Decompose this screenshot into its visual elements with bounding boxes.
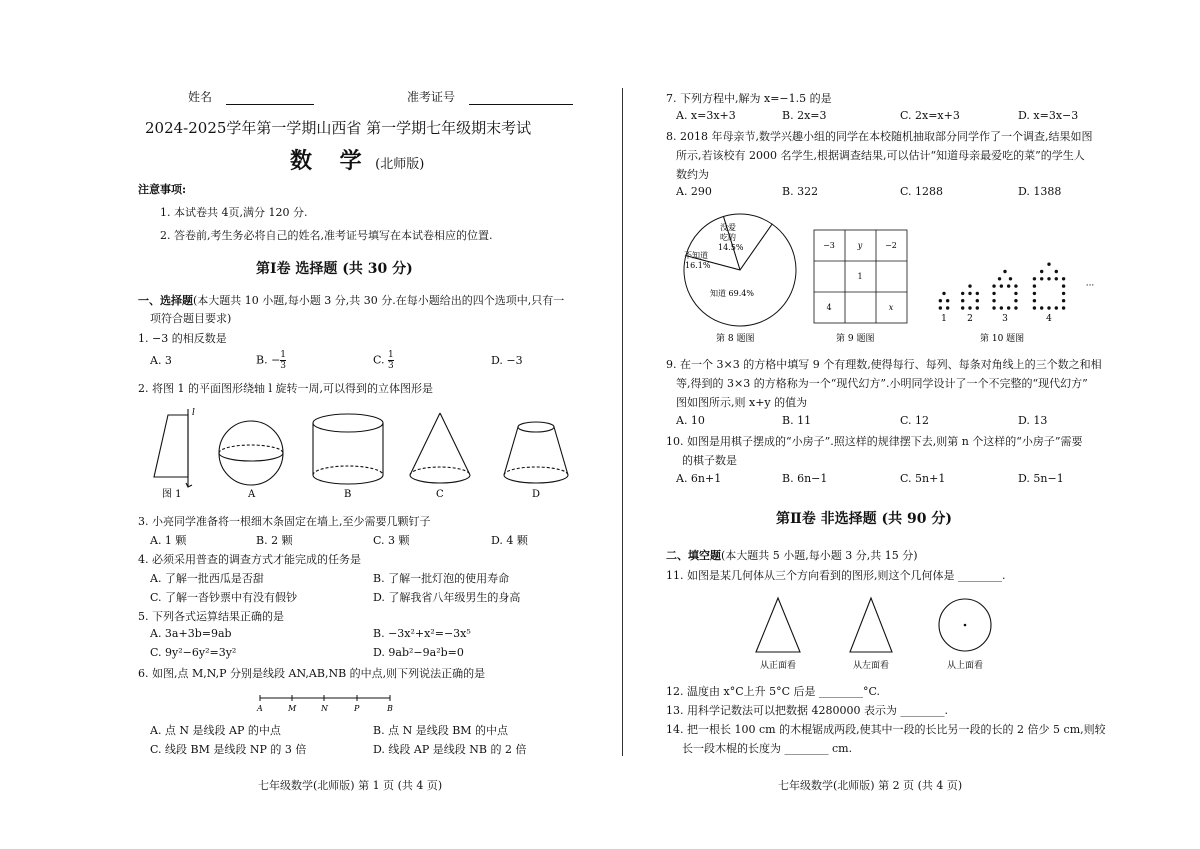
house-dots	[939, 263, 1066, 310]
house-4-dot	[1047, 306, 1050, 309]
fig8-label: 第 8 题图	[716, 334, 755, 344]
fig1-trapezoid	[154, 415, 188, 477]
frustum-base-hidden	[504, 467, 568, 475]
q1-option-c	[373, 350, 394, 371]
house-ellipsis: ···	[1085, 281, 1095, 291]
front-view-triangle	[756, 598, 800, 652]
q9-stem-3: 图如图所示,则 x+y 的值为	[676, 396, 808, 409]
q4-stem: 4. 必须采用普查的调查方式才能完成的任务是	[138, 553, 361, 566]
q8-stem-3: 数约为	[676, 168, 709, 181]
edition-label: (北师版)	[375, 157, 425, 172]
cone-base	[410, 475, 470, 483]
q11-stem: 11. 如图是某几何体从三个方向看到的图形,则这个几何体是 ________.	[666, 569, 1006, 582]
house-1-dot	[942, 292, 945, 295]
fig-c-label: C	[436, 489, 444, 500]
q4-option-c: C. 了解一沓钞票中有没有假钞	[150, 591, 298, 604]
q6-stem: 6. 如图,点 M,N,P 分别是线段 AN,AB,NB 的中点,则下列说法正确的是	[138, 667, 486, 680]
q7-option-a: A. x=3x+3	[676, 109, 736, 122]
house-2-dot	[968, 284, 971, 287]
house-label-1: 1	[941, 314, 947, 324]
house-1-dot	[939, 299, 942, 302]
q1-c-num: 1	[388, 350, 394, 360]
house-label-2: 2	[967, 314, 973, 324]
q1-option-b	[256, 350, 286, 371]
q1-b-num: 1	[280, 350, 287, 360]
point-n: N	[321, 704, 328, 713]
subject-title: 数 学	[290, 148, 372, 174]
id-field	[407, 88, 573, 105]
frustum-base	[504, 475, 568, 483]
q5-option-a: A. 3a+3b=9ab	[150, 627, 232, 640]
house-4-dot	[1033, 292, 1036, 295]
cylinder-top	[313, 414, 383, 432]
cell-r2c2: 1	[857, 272, 863, 281]
q10-option-b: B. 6n−1	[782, 472, 828, 485]
house-4-dot	[1055, 270, 1058, 273]
q6-segment-figure	[250, 690, 400, 714]
notice-item-2: 2. 答卷前,考生务必将自己的姓名,准考证号填写在本试卷相应的位置.	[160, 229, 493, 242]
pie-label-none-2: 吃的	[720, 233, 736, 242]
q9-stem-2: 等,得到的 3×3 的方格称为一个“现代幻方”.小明同学设计了一个不完整的“现代幻方”	[676, 377, 1088, 390]
q3-option-b: B. 2 颗	[256, 534, 293, 547]
house-3-dot	[992, 299, 995, 302]
house-4-dot	[1033, 299, 1036, 302]
fig1-axis-label: l	[192, 408, 195, 418]
q10-option-a: A. 6n+1	[676, 472, 722, 485]
name-field	[188, 88, 314, 105]
right-page	[630, 0, 1200, 849]
q5-option-d: D. 9ab²−9a²b=0	[373, 646, 464, 659]
cell-r3c3: x	[888, 303, 894, 312]
house-4-dot	[1033, 277, 1036, 280]
q5-option-b: B. −3x²+x²=−3x⁵	[373, 627, 471, 640]
q7-option-c: C. 2x=x+3	[900, 109, 960, 122]
q6-option-d: D. 线段 AP 是线段 NB 的 2 倍	[373, 743, 527, 756]
fig9-magic-square	[812, 228, 912, 346]
cell-r1c3: −2	[885, 241, 897, 250]
q3-stem: 3. 小亮同学准备将一根细木条固定在墙上,至少需要几颗钉子	[138, 515, 431, 528]
q9-option-c: C. 12	[900, 414, 930, 427]
pie-slices	[684, 214, 796, 326]
frustum-right	[554, 427, 568, 475]
q9-option-d: D. 13	[1018, 414, 1048, 427]
q7-option-d: D. x=3x−3	[1018, 109, 1079, 122]
sphere-equator	[219, 453, 283, 461]
section1-desc-2: 项符合题目要求)	[150, 312, 232, 325]
house-3-dot	[1000, 306, 1003, 309]
house-4-dot	[1033, 284, 1036, 287]
point-a: A	[257, 704, 263, 713]
left-view-triangle	[850, 598, 892, 652]
house-3-dot	[998, 277, 1001, 280]
q8-option-a: A. 290	[676, 185, 712, 198]
q1-c-fraction	[388, 350, 394, 371]
house-2-dot	[968, 292, 971, 295]
part2-title: 第Ⅱ卷 非选择题 (共 90 分)	[776, 511, 953, 527]
point-m: M	[288, 704, 297, 713]
q10-option-c: C. 5n+1	[900, 472, 946, 485]
house-4-dot	[1062, 277, 1065, 280]
house-4-dot	[1055, 277, 1058, 280]
house-2-dot	[968, 306, 971, 309]
house-3-dot	[1007, 284, 1010, 287]
house-2-dot	[976, 306, 979, 309]
q5-stem: 5. 下列各式运算结果正确的是	[138, 610, 284, 623]
house-3-dot	[1007, 306, 1010, 309]
pie-label-none-3: 14.5%	[718, 243, 744, 252]
q1-option-b-label: B. −	[256, 353, 281, 367]
q9-option-a: A. 10	[676, 414, 705, 427]
fig8-pie-chart	[678, 210, 818, 346]
q4-option-a: A. 了解一批西瓜是否甜	[150, 572, 264, 585]
q5-option-c: C. 9y²−6y²=3y²	[150, 646, 237, 659]
q1-stem: 1. −3 的相反数是	[138, 332, 227, 345]
house-4-dot	[1040, 277, 1043, 280]
house-4-dot	[1062, 299, 1065, 302]
cone-left	[410, 413, 440, 475]
q14-stem-2: 长一段木棍的长度为 ________ cm.	[682, 742, 853, 755]
house-4-dot	[1062, 284, 1065, 287]
top-view-label: 从上面看	[946, 661, 984, 671]
page-divider	[622, 88, 623, 756]
house-label-4: 4	[1046, 314, 1052, 324]
subject-line	[290, 144, 424, 175]
id-label: 准考证号	[407, 90, 456, 104]
house-1-dot	[946, 306, 949, 309]
house-3-dot	[1003, 270, 1006, 273]
q11-views	[740, 592, 1020, 672]
name-label: 姓名	[188, 90, 213, 104]
sphere-equator-hidden	[219, 445, 283, 453]
fig9-label: 第 9 题图	[836, 334, 875, 344]
pie-label-none-1: 没爱	[720, 223, 736, 232]
q7-stem: 7. 下列方程中,解为 x=−1.5 的是	[666, 92, 832, 105]
q12-stem: 12. 温度由 x°C上升 5°C 后是 ________°C.	[666, 685, 881, 698]
q1-c-den: 3	[388, 361, 394, 371]
house-3-dot	[992, 292, 995, 295]
q8-option-b: B. 322	[782, 185, 819, 198]
house-4-dot	[1047, 263, 1050, 266]
house-3-dot	[1014, 299, 1017, 302]
footer-left: 七年级数学(北师版) 第 1 页 (共 4 页)	[258, 779, 443, 792]
house-4-dot	[1040, 270, 1043, 273]
cylinder-bottom-hidden	[313, 466, 383, 475]
cell-r1c1: −3	[823, 241, 835, 250]
fig1-rotate-arrow	[186, 483, 192, 487]
q10-stem-2: 的棋子数是	[682, 454, 737, 467]
house-3-dot	[992, 284, 995, 287]
name-blank	[226, 93, 314, 105]
q1-b-den: 3	[280, 361, 287, 371]
frustum-left	[504, 427, 518, 475]
point-b: B	[387, 704, 393, 713]
house-4-dot	[1033, 306, 1036, 309]
notice-title: 注意事项:	[138, 183, 187, 196]
house-3-dot	[992, 306, 995, 309]
q1-b-fraction	[280, 350, 286, 371]
q8-stem-2: 所示,若该校有 2000 名学生,根据调查结果,可以估计“知道母亲最爱吃的菜”的学生人	[676, 149, 1085, 162]
fig-a-label: A	[248, 489, 256, 500]
cylinder-bottom	[313, 475, 383, 484]
q6-option-b: B. 点 N 是线段 BM 的中点	[373, 724, 509, 737]
house-3-dot	[1014, 292, 1017, 295]
q3-option-a: A. 1 颗	[150, 534, 187, 547]
section2-head: 二、填空题	[666, 549, 721, 562]
house-2-dot	[976, 292, 979, 295]
cell-r3c1: 4	[826, 303, 832, 312]
notice-item-1: 1. 本试卷共 4页,满分 120 分.	[160, 206, 308, 219]
q6-option-c: C. 线段 BM 是线段 NP 的 3 倍	[150, 743, 307, 756]
q14-stem-1: 14. 把一根长 100 cm 的木棍锯成两段,使其中一段的长比另一段的长的 2 倍少 5 cm,则较	[666, 723, 1106, 736]
house-1-dot	[939, 306, 942, 309]
house-2-dot	[961, 292, 964, 295]
q7-option-b: B. 2x=3	[782, 109, 827, 122]
house-1-dot	[946, 299, 949, 302]
sphere-shape	[219, 421, 283, 485]
house-2-dot	[976, 299, 979, 302]
exam-title: 2024-2025学年第一学期山西省 第一学期七年级期末考试	[145, 119, 532, 137]
fig-b-label: B	[344, 489, 352, 500]
house-3-dot	[1000, 284, 1003, 287]
fig-d-label: D	[532, 489, 541, 500]
cone-base-hidden	[410, 467, 470, 475]
house-4-dot	[1062, 292, 1065, 295]
house-label-3: 3	[1002, 314, 1008, 324]
house-4-dot	[1047, 277, 1050, 280]
fig1-label: 图 1	[162, 489, 182, 500]
q8-option-d: D. 1388	[1018, 185, 1062, 198]
q2-stem: 2. 将图 1 的平面图形绕轴 l 旋转一周,可以得到的立体图形是	[138, 382, 433, 395]
q1-option-d: D. −3	[491, 354, 523, 367]
house-4-dot	[1062, 306, 1065, 309]
house-2-dot	[961, 306, 964, 309]
q9-stem-1: 9. 在一个 3×3 的方格中填写 9 个有理数,使得每行、每列、每条对角线上的三个数之和相	[666, 358, 1102, 371]
q1-option-a: A. 3	[150, 354, 172, 367]
q4-option-b: B. 了解一批灯泡的使用寿命	[373, 572, 510, 585]
left-view-label: 从左面看	[852, 661, 890, 671]
cone-right	[440, 413, 470, 475]
q3-option-c: C. 3 颗	[373, 534, 410, 547]
part1-title: 第Ⅰ卷 选择题 (共 30 分)	[256, 261, 413, 277]
top-view-center	[964, 624, 967, 627]
pie-label-unknown-1: 不知道	[684, 251, 708, 260]
section2-desc	[666, 547, 918, 563]
q3-option-d: D. 4 颗	[491, 534, 528, 547]
fig10-label: 第 10 题图	[980, 334, 1025, 344]
house-2-dot	[961, 299, 964, 302]
point-p: P	[354, 704, 360, 713]
q10-stem-1: 10. 如图是用棋子摆成的“小房子”.照这样的规律摆下去,则第 n 个这样的“小房子”需要	[666, 435, 1083, 448]
pie-label-know: 知道 69.4%	[710, 289, 754, 298]
q2-figures	[140, 405, 580, 505]
frustum-top	[518, 422, 554, 432]
footer-right: 七年级数学(北师版) 第 2 页 (共 4 页)	[778, 779, 963, 792]
house-3-dot	[1009, 277, 1012, 280]
section1-desc-1: (本大题共 10 小题,每小题 3 分,共 30 分.在每小题给出的四个选项中,只有一	[193, 294, 565, 307]
q13-stem: 13. 用科学记数法可以把数据 4280000 表示为 ________.	[666, 704, 948, 717]
house-4-dot	[1040, 306, 1043, 309]
fig10-house-pattern	[930, 240, 1100, 346]
section1-head: 一、选择题	[138, 294, 193, 307]
section2-desc-text: (本大题共 5 小题,每小题 3 分,共 15 分)	[721, 549, 918, 562]
front-view-label: 从正面看	[759, 661, 797, 671]
q8-stem-1: 8. 2018 年母亲节,数学兴趣小组的同学在本校随机抽取部分同学作了一个调查,结果如图	[666, 130, 1093, 143]
house-3-dot	[1014, 306, 1017, 309]
id-blank	[469, 93, 573, 105]
q1-option-c-label: C.	[373, 353, 389, 367]
q6-option-a: A. 点 N 是线段 AP 的中点	[150, 724, 281, 737]
house-4-dot	[1055, 306, 1058, 309]
house-3-dot	[1014, 284, 1017, 287]
q8-option-c: C. 1288	[900, 185, 944, 198]
cell-r1c2: y	[857, 241, 863, 250]
q4-option-d: D. 了解我省八年级男生的身高	[373, 591, 521, 604]
q10-option-d: D. 5n−1	[1018, 472, 1064, 485]
pie-label-unknown-2: 16.1%	[685, 261, 711, 270]
q9-option-b: B. 11	[782, 414, 812, 427]
section1-desc	[138, 292, 564, 308]
